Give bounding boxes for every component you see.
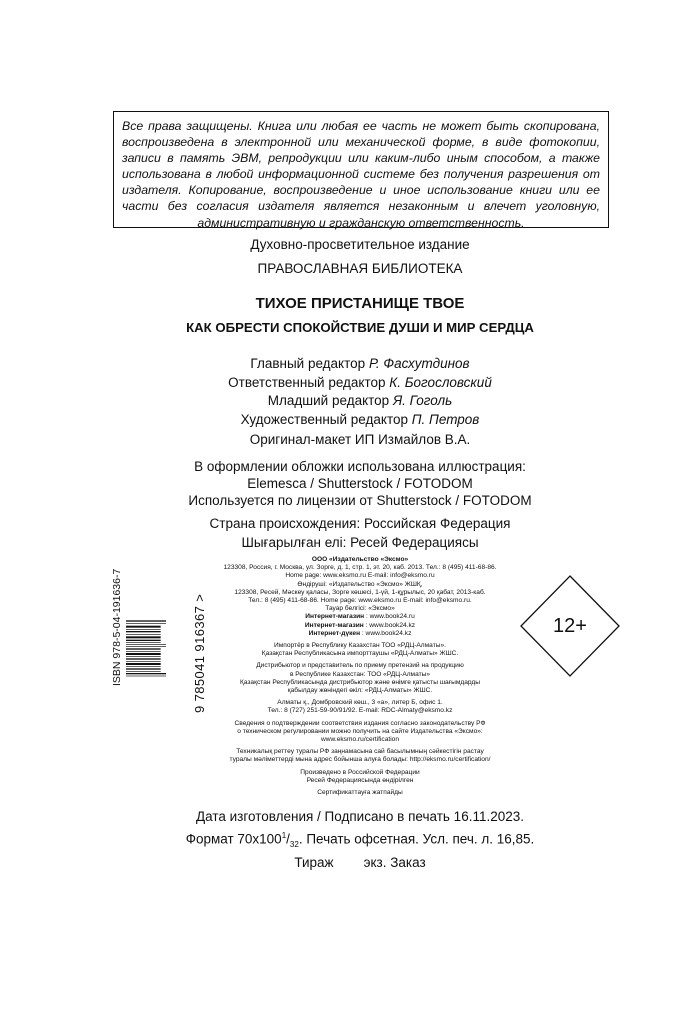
book-title: ТИХОЕ ПРИСТАНИЩЕ ТВОЕ [255, 295, 465, 312]
production-info [0, 808, 691, 873]
cover-line: Elemesca / Shutterstock / FOTODOM [247, 476, 473, 491]
series-name: ПРАВОСЛАВНАЯ БИБЛИОТЕКА [257, 261, 463, 276]
book-subtitle: КАК ОБРЕСТИ СПОКОЙСТВИЕ ДУШИ И МИР СЕРДЦА [186, 320, 534, 335]
cover-credit [0, 458, 691, 509]
format-line: Формат $70x100^1/_{32}$. Печать офсетная. Усл. печ. л. 16,85. [185, 830, 535, 849]
credit-line: Художественный редактор П. Петров [240, 411, 480, 427]
barcode-digits: 9 785041 916367 > [192, 593, 207, 713]
credit-line: Главный редактор Р. Фасхутдинов [250, 356, 470, 371]
cover-line: В оформлении обложки использована иллюстрация: [194, 459, 526, 474]
publisher-imprint: ООО «Издательство «Эксмо» 123308, Россия, г. Москва, ул. Зорге, д. 1, стр. 1, эт. 20, каб. 2013. Тел.: 8 (495) 411-68-86. Home page: www.eksmo.ru E-mail: info@eksmo.ru Өндіруші: «Издательство «Эксмо» ЖШҚ, 123308, Ресей, Мәскеу қаласы, Зорге көшесі, 1-үй, 1-құрылыс, 20 қабат, 2013-каб. Тел.: 8 (495) 411-68-86. Home page: www.eksmo.ru E-mail: info@eksmo.ru. Тауар белгісі: «Эксмо» Интернет-магазин : www.book24.ru Интернет-магазин : www.book24.kz Интернет-дүкен : www.book24.kz Импортёр в Республику Казахстан ТОО «РДЦ-Алматы». Қазақстан Республикасына импорттаушы «РДЦ-Алматы» ЖШС. Дистрибьютор и представитель по приему претензий на продукцию в Республике Казахстан: ТОО «РДЦ-Алматы» Қазақстан Республикасында дистрибьютор және өнімге қатысты шағымдарды қабылдау жөніндегі өкіл: «РДЦ-Алматы» ЖШС. Алматы қ., Домбровский көш., 3 «а», литер Б, офис 1. Тел.: 8 (727) 251-59-90/91/92. E-mail: RDC-Almaty@eksmo.kz Сведения о подтверждении соответствия издания согласно законодательству РФ о техническом регулировании можно получить на сайте Издательства «Эксмо»: www.eksmo.ru/certification Техникалық реттеу туралы РФ заңнамасына сай басылымның сәйкестігін растау туралы мәліметтерді мына адрес бойынша алуға болады: http://eksmo.ru/certification/ Произведено в Российской Федерации Ресей Федерациясында өндірілген Сертификаттауға жатпайды [223, 556, 497, 797]
editor-credits [0, 355, 691, 429]
credit-line: Ответственный редактор К. Богословский [228, 374, 492, 390]
isbn-text: ISBN 978-5-04-191636-7 [111, 568, 123, 686]
rights-notice-text: Все права защищены. Книга или любая ее часть не может быть скопирована, воспроизведена в электронной или механической форме, в виде фотокопии, записи в память ЭВМ, репродукции или каким-либо иным способом, а также использована в любой информационной системе без получения разрешения от издателя. Копирование, воспроизведение и иное использование книги или ее части без согласия издателя является незаконным и влечет уголовную, административную и гражданскую ответственность. [122, 119, 600, 230]
age-rating: 12+ [553, 615, 587, 637]
country-line: Шығарылған елі: Ресей Федерациясы [241, 535, 479, 550]
credit-line: Младший редактор Я. Гоголь [267, 393, 453, 409]
layout-credit: Оригинал-макет ИП Измайлов В.А. [249, 432, 471, 447]
barcode-icon [126, 586, 186, 712]
edition-type: Духовно-просветительное издание [250, 237, 470, 252]
country-line: Страна происхождения: Российская Федерация [209, 516, 511, 531]
country-of-origin [0, 514, 691, 552]
cover-line: Используется по лицензии от Shutterstock / FOTODOM [188, 493, 532, 508]
rights-notice [113, 111, 609, 228]
print-run: Тираж экз. Заказ [294, 855, 426, 871]
print-date: Дата изготовления / Подписано в печать 16.11.2023. [196, 809, 524, 824]
